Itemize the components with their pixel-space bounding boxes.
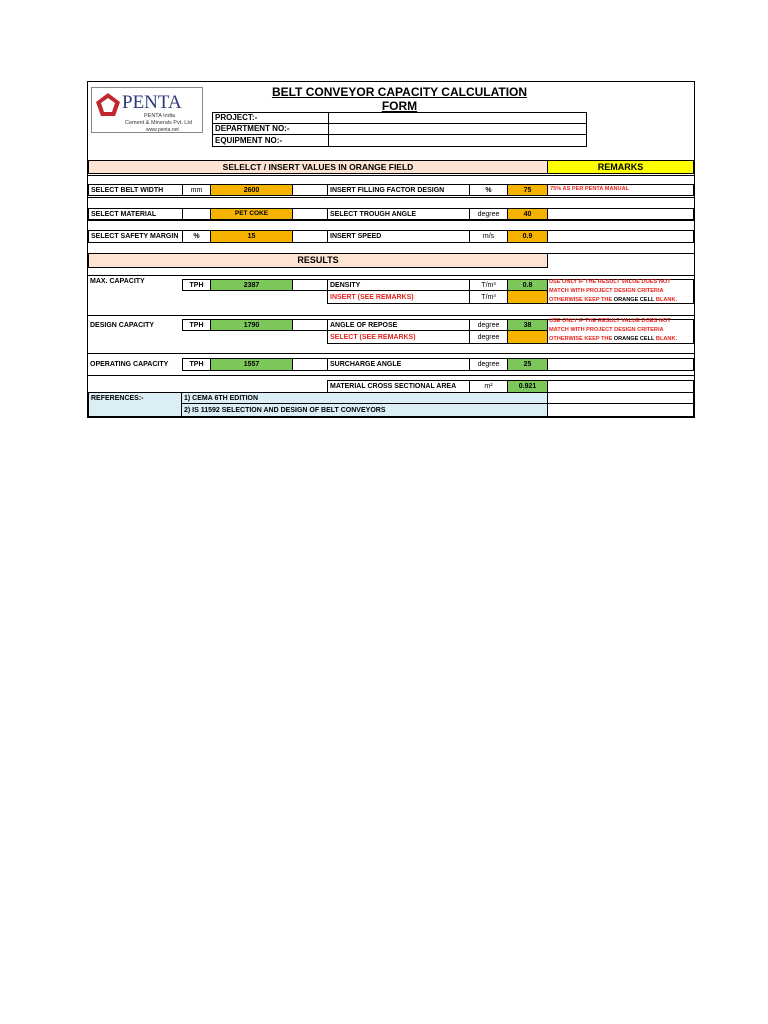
speed-remark: [547, 230, 694, 243]
repose-remark: [549, 317, 677, 344]
max-capacity-value: 2387: [210, 279, 293, 291]
input-section-header: SELELCT / INSERT VALUES IN ORANGE FIELD: [88, 160, 548, 174]
operating-capacity-label: OPERATING CAPACITY: [90, 360, 169, 368]
repose-select-unit: degree: [469, 330, 508, 344]
density-unit: T/m³: [469, 279, 508, 291]
max-capacity-unit: TPH: [182, 279, 211, 291]
references-remark-2: [547, 403, 694, 417]
density-insert-unit: T/m³: [469, 290, 508, 304]
cross-section-value: 0.921: [507, 380, 548, 393]
project-label: PROJECT:-: [212, 112, 329, 124]
filling-factor-input[interactable]: 75: [507, 184, 548, 196]
density-remark-line3b: ORANGE CELL: [613, 297, 655, 303]
design-capacity-label: DESIGN CAPACITY: [90, 321, 155, 329]
safety-margin-label: SELECT SAFETY MARGIN: [88, 230, 183, 243]
density-remark-line2: MATCH WITH PROJECT DESIGN CRITERIA: [549, 288, 664, 294]
repose-remark-line3c: BLANK.: [654, 336, 678, 342]
angle-of-repose-unit: degree: [469, 319, 508, 331]
belt-width-spacer: [292, 184, 328, 196]
design-capacity-unit: TPH: [182, 319, 211, 331]
department-label: DEPARTMENT NO:-: [212, 123, 329, 135]
safety-margin-spacer: [292, 230, 328, 243]
repose-remark-line1: USE ONLY IF THE RESULT VALUE DOES NOT: [549, 318, 671, 324]
cross-section-unit: m²: [469, 380, 508, 393]
surcharge-angle-value: 25: [507, 358, 548, 371]
speed-unit: m/s: [469, 230, 508, 243]
cross-section-label: MATERIAL CROSS SECTIONAL AREA: [327, 380, 470, 393]
filling-factor-remark: [547, 184, 694, 196]
density-remark-line3c: BLANK.: [654, 297, 678, 303]
safety-margin-unit: %: [182, 230, 211, 243]
logo-wordmark: PENTA: [122, 92, 182, 113]
logo-line2: Cement & Minerals Pvt. Ltd: [125, 120, 192, 126]
repose-remark-line3b: ORANGE CELL: [613, 336, 655, 342]
belt-width-input[interactable]: 2600: [210, 184, 293, 196]
equipment-label: EQUIPMENT NO:-: [212, 134, 329, 147]
logo-line3: www.penta.net: [146, 127, 179, 133]
repose-select-input[interactable]: [507, 330, 548, 344]
surcharge-angle-unit: degree: [469, 358, 508, 371]
material-spacer: [292, 208, 328, 220]
repose-remark-line3a: OTHERWISE KEEP THE: [549, 336, 614, 342]
page-title: BELT CONVEYOR CAPACITY CALCULATION FORM: [271, 85, 528, 113]
density-value: 0.8: [507, 279, 548, 291]
speed-label: INSERT SPEED: [327, 230, 470, 243]
logo-line1: PENTA India: [144, 113, 176, 119]
belt-width-unit: mm: [182, 184, 211, 196]
repose-remark-line3: [549, 335, 677, 344]
references-label: REFERENCES:-: [88, 392, 183, 417]
reference-item-2: 2) IS 11592 SELECTION AND DESIGN OF BELT CONVEYORS: [181, 403, 548, 417]
material-label: SELECT MATERIAL: [88, 208, 183, 220]
reference-item-1: 1) CEMA 6TH EDITION: [181, 392, 548, 404]
filling-factor-unit: %: [469, 184, 508, 196]
angle-of-repose-value: 38: [507, 319, 548, 331]
trough-angle-select[interactable]: 40: [507, 208, 548, 220]
penta-logo-icon: [95, 92, 121, 118]
company-logo: [91, 87, 203, 133]
repose-select-label: SELECT (SEE REMARKS): [327, 330, 470, 344]
filling-factor-remark-text: 75% AS PER PENTA MANUAL: [550, 186, 630, 193]
max-capacity-spacer: [292, 279, 328, 291]
equipment-field[interactable]: [328, 134, 587, 147]
trough-angle-unit: degree: [469, 208, 508, 220]
trough-angle-remark: [547, 208, 694, 220]
design-capacity-spacer: [292, 319, 328, 331]
surcharge-angle-label: SURCHARGE ANGLE: [327, 358, 470, 371]
operating-capacity-value: 1557: [210, 358, 293, 371]
operating-capacity-unit: TPH: [182, 358, 211, 371]
density-insert-input[interactable]: [507, 290, 548, 304]
repose-remark-line2: MATCH WITH PROJECT DESIGN CRITERIA: [549, 327, 664, 333]
density-remark: [549, 278, 677, 305]
design-capacity-value: 1790: [210, 319, 293, 331]
angle-of-repose-label: ANGLE OF REPOSE: [327, 319, 470, 331]
max-capacity-label: MAX. CAPACITY: [90, 278, 145, 285]
belt-width-label: SELECT BELT WIDTH: [88, 184, 183, 196]
safety-margin-select[interactable]: 15: [210, 230, 293, 243]
remarks-header: REMARKS: [547, 160, 694, 174]
density-remark-line1: USE ONLY IF THE RESULT VALUE DOES NOT: [549, 279, 671, 285]
density-remark-line3a: OTHERWISE KEEP THE: [549, 297, 614, 303]
operating-capacity-spacer: [292, 358, 328, 371]
results-header: RESULTS: [88, 253, 548, 268]
material-unit: [182, 208, 211, 220]
density-remark-line3: [549, 296, 677, 305]
speed-input[interactable]: 0.9: [507, 230, 548, 243]
density-insert-label: INSERT (SEE REMARKS): [327, 290, 470, 304]
calculation-form: [87, 81, 695, 418]
filling-factor-label: INSERT FILLING FACTOR DESIGN: [327, 184, 470, 196]
material-select[interactable]: PET COKE: [210, 208, 293, 220]
operating-capacity-remark-cell: [547, 358, 694, 371]
density-label: DENSITY: [327, 279, 470, 291]
trough-angle-label: SELECT TROUGH ANGLE: [327, 208, 470, 220]
